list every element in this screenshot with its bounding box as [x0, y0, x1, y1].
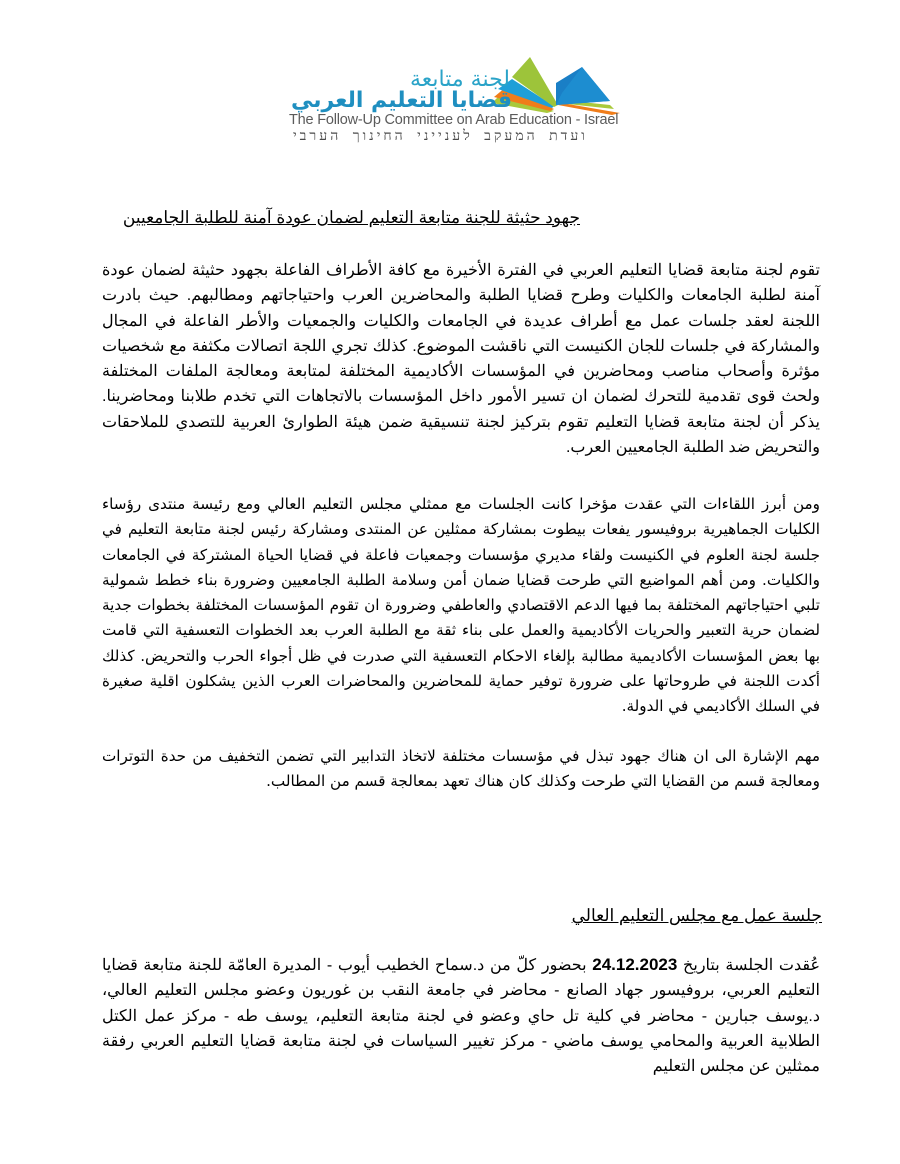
logo-arabic-line-1: لجنة متابعة	[410, 67, 510, 92]
paragraph-meeting-attendees	[102, 952, 820, 1079]
organization-logo	[285, 45, 630, 144]
paragraph-key-meetings: ومن أبرز اللقاءات التي عقدت مؤخرا كانت الجلسات مع ممثلي مجلس التعليم العالي ومع رئيسة منتدى رؤساء الكليات الجماهيرية بروفيسور يفعات بيطوت بمشاركة ممثلين عن المنتدى ومشاركة رئيس لجنة متابعة التعليم في جلسة لجنة العلوم في الكنيست ولقاء مديري مؤسسات وجمعيات فاعلة في قضايا الحياة المشتركة في الجامعات والكليات. ومن أهم المواضيع التي طرحت قضايا ضمان أمن وسلامة الطلبة الجامعيين وضرورة بناء خطط شمولية تلبي احتياجاتهم المختلفة بما فيها الدعم الاقتصادي والعاطفي وضرورة ان تقوم المؤسسات المختلفة بخطوات جدية لضمان حرية التعبير والحريات الأكاديمية والعمل على بناء ثقة مع الطلبة العرب بعد الخطوات التعسفية التي قامت بها بعض المؤسسات الأكاديمية مطالبة بإلغاء الاحكام التعسفية التي صدرت في ظل أجواء الحرب والتحريض. كذلك أكدت اللجنة في طروحاتها على ضرورة توفير حماية للمحاضرين والمحاضرات العرب الذين يشكلون اقلية صغيرة في السلك الأكاديمي في الدولة.	[102, 495, 820, 716]
paragraph-committee-efforts: تقوم لجنة متابعة قضايا التعليم العربي في الفترة الأخيرة مع كافة الأطراف الفاعلة بجهود حثيثة لضمان عودة آمنة لطلبة الجامعات والكليات وطرح قضايا الطلبة والمحاضرين العرب واحتياجاتهم ومطالبهم. حيث بادرت اللجنة لعقد جلسات عمل مع أطراف عديدة في الجامعات والكليات والجمعيات والأطر الفاعلة في المجال والمشاركة في جلسات للجان الكنيست التي ناقشت الموضوع. كذلك تجري اللجة اتصالات مكثفة مع شخصيات مؤثرة وأصحاب مناصب ومحاضرين في المؤسسات الأكاديمية المختلفة لمتابعة ومعالجة الملفات المختلفة ولحث قوى تقدمية للتحرك لضمان ان تسير الأمور داخل المؤسسات بالاتجاهات التي تخدم طلابنا ومحاضرينا. يذكر أن لجنة متابعة قضايا التعليم تقوم بتركيز لجنة تنسيقية ضمن هيئة الطوارئ العربية للتصدي للملاحقات والتحريض ضد الطلبة الجامعيين العرب.	[102, 262, 821, 457]
section-title-safe-return: جهود حثيثة للجنة متابعة التعليم لضمان عودة آمنة للطلبة الجامعيين	[122, 208, 580, 227]
meeting-attendees-text: بحضور كلّ من د.سماح الخطيب أيوب - المديرة العامّة للجنة متابعة قضايا التعليم العربي، بروفيسور جهاد الصانع - محاضر في جامعة النقب بن غوريون وعضو مجلس التعليم العالي، د.يوسف جبارين - محاضر في كلية تل حاي وعضو في لجنة متابعة التعليم، يوسف طه - مركز عمل الكتل الطلابية العربية والمحامي يوسف ماضي - مركز تغيير السياسات في لجنة متابعة قضايا التعليم العربي رفقة ممثلين عن مجلس التعليم	[102, 957, 820, 1076]
paragraph-measures: مهم الإشارة الى ان هناك جهود تبذل في مؤسسات مختلفة لاتخاذ التدابير التي تضمن التخفيف من حدة التوترات ومعالجة قسم من القضايا التي طرحت وكذلك كان هناك تعهد بمعالجة قسم من المطالب.	[102, 747, 820, 791]
logo-arabic-line-2: قضايا التعليم العربي	[290, 88, 512, 113]
meeting-date: 24.12.2023	[592, 955, 678, 974]
section-title-council-meeting: جلسة عمل مع مجلس التعليم العالي	[571, 906, 822, 925]
logo-hebrew-name: ועדת המעקב לענייני החינוך הערבי	[293, 128, 588, 144]
meeting-intro-text: عُقدت الجلسة بتاريخ	[677, 957, 821, 974]
logo-english-name: The Follow-Up Committee on Arab Education - Israel	[289, 112, 619, 128]
